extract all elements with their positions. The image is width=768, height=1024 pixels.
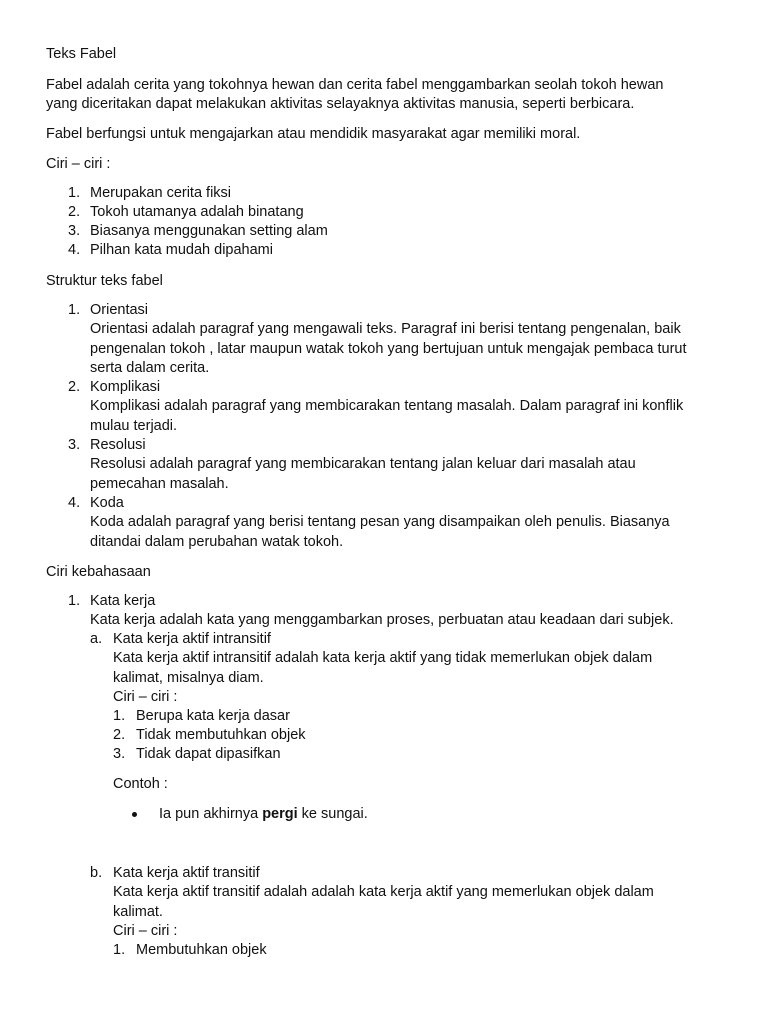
list-title: Kata kerja — [90, 593, 156, 609]
ciri-heading: Ciri – ciri : — [46, 156, 111, 172]
list-text: Biasanya menggunakan setting alam — [90, 223, 328, 239]
list-number: 3. — [68, 223, 81, 239]
list-number: 3. — [68, 437, 81, 453]
document-title: Teks Fabel — [46, 46, 117, 62]
list-number: 1. — [113, 708, 126, 724]
contoh-text: ke sungai. — [297, 806, 368, 822]
contoh-text: Ia pun akhirnya — [159, 806, 263, 822]
text-line: Resolusi adalah paragraf yang membicarakan tentang jalan keluar dari masalah atau — [90, 456, 636, 473]
list-text: Tidak dapat dipasifkan — [136, 746, 281, 762]
text-line: Komplikasi adalah paragraf yang membicarakan tentang masalah. Dalam paragraf ini konflik — [90, 398, 684, 415]
bullet-icon — [132, 812, 137, 817]
text-line: mulau terjadi. — [90, 417, 178, 434]
text-line: serta dalam cerita. — [90, 359, 210, 376]
sub-title: Kata kerja aktif transitif — [113, 865, 260, 881]
list-number: 4. — [68, 495, 81, 511]
text-line: Kata kerja aktif intransitif adalah kata kerja aktif yang tidak memerlukan objek dalam — [113, 650, 653, 667]
contoh-sentence — [159, 805, 368, 824]
list-text: Berupa kata kerja dasar — [136, 708, 290, 724]
text-line: Kata kerja adalah kata yang menggambarkan proses, perbuatan atau keadaan dari subjek. — [90, 612, 674, 629]
text-line: Koda adalah paragraf yang berisi tentang pesan yang disampaikan oleh penulis. Biasanya — [90, 514, 670, 531]
ciri-label: Ciri – ciri : — [113, 922, 178, 939]
list-text: Merupakan cerita fiksi — [90, 185, 232, 201]
sub-label: b. — [90, 865, 103, 881]
contoh-bold-word: pergi — [262, 806, 298, 822]
list-text: Tidak membutuhkan objek — [136, 727, 306, 743]
ciri-label: Ciri – ciri : — [113, 688, 178, 705]
contoh-label: Contoh : — [113, 776, 168, 792]
text-line: Orientasi adalah paragraf yang mengawali teks. Paragraf ini berisi tentang pengenalan, baik — [90, 321, 681, 338]
list-text: Tokoh utamanya adalah binatang — [90, 204, 304, 220]
list-text: Membutuhkan objek — [136, 942, 267, 958]
intro-paragraph — [46, 76, 726, 115]
text-line: kalimat. — [113, 903, 163, 920]
list-text: Pilhan kata mudah dipahami — [90, 242, 273, 258]
list-number: 2. — [68, 379, 81, 395]
text-line: pengenalan tokoh , latar maupun watak tokoh yang bertujuan untuk mengajak pembaca turut — [90, 340, 687, 357]
list-number: 2. — [68, 204, 81, 220]
list-title: Koda — [90, 495, 124, 511]
struktur-heading: Struktur teks fabel — [46, 273, 163, 289]
list-number: 1. — [113, 942, 126, 958]
text-line: Kata kerja aktif transitif adalah adalah kata kerja aktif yang memerlukan objek dalam — [113, 884, 654, 901]
list-number: 1. — [68, 302, 81, 318]
list-number: 3. — [113, 746, 126, 762]
sub-title: Kata kerja aktif intransitif — [113, 631, 271, 647]
list-title: Orientasi — [90, 302, 149, 318]
list-number: 2. — [113, 727, 126, 743]
text-line: Fabel adalah cerita yang tokohnya hewan dan cerita fabel menggambarkan seolah tokoh hewan — [46, 77, 664, 93]
fungsi-paragraph: Fabel berfungsi untuk mengajarkan atau mendidik masyarakat agar memiliki moral. — [46, 126, 581, 142]
text-line: yang diceritakan dapat melakukan aktivitas selayaknya aktivitas manusia, seperti berbicara. — [46, 96, 635, 113]
text-line: ditandai dalam perubahan watak tokoh. — [90, 533, 344, 550]
sub-label: a. — [90, 631, 103, 647]
list-number: 1. — [68, 593, 81, 609]
kebahasaan-heading: Ciri kebahasaan — [46, 564, 151, 580]
list-title: Komplikasi — [90, 379, 161, 395]
text-line: kalimat, misalnya diam. — [113, 669, 264, 686]
list-title: Resolusi — [90, 437, 146, 453]
list-number: 1. — [68, 185, 81, 201]
list-number: 4. — [68, 242, 81, 258]
text-line: pemecahan masalah. — [90, 475, 229, 492]
